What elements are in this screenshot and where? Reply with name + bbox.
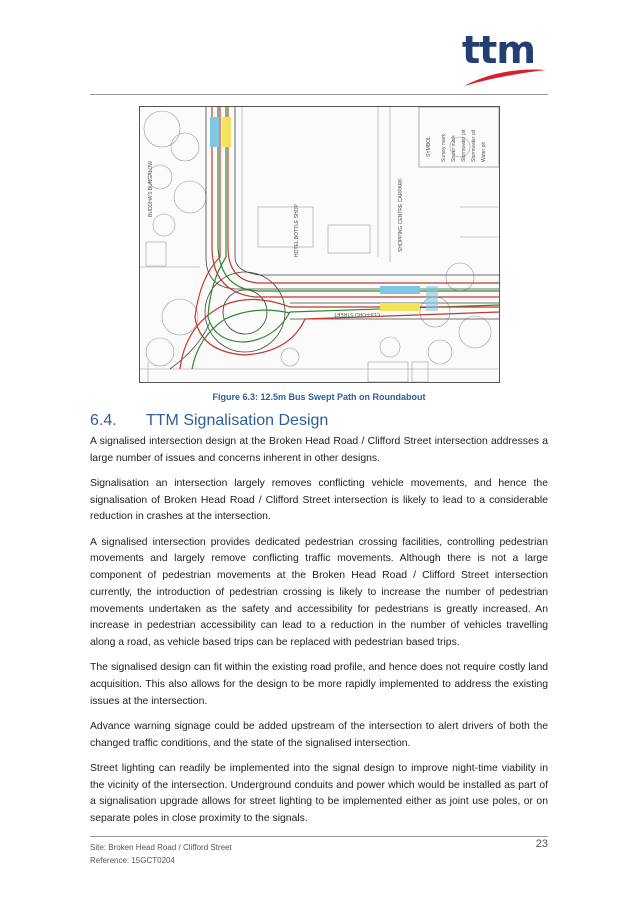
paragraph: A signalised intersection provides dedicated pedestrian crossing facilities, controlling pedestrian movements and largely remove conflicting traffic movements. Although there is not a large component of pedestrian movements at the Broken Head Road / Clifford Street intersection currently, the introduction of pedestrian crossing is likely to increase the number of pedestrian movements undertaken as the safety and accessibility for pedestrians is greatly increased. An increase in pedestrian accessibility can lead to a reduction in the number of vehicles travelling along a road, as vehicle based trips can be replaced with pedestrian based trips. [90,536,548,648]
label-shopping-centre: SHOPPING CENTRE CARPARK [398,178,404,252]
footer-info [90,841,232,867]
paragraph: A signalised intersection design at the Broken Head Road / Clifford Street intersection addresses a large number of issues and concerns inherent in other designs. [90,436,548,464]
section-heading [90,412,328,430]
paragraph: Street lighting can readily be implemented into the signal design to improve night-time viability in the vicinity of the intersection. Underground conduits and power which would be installed as part of a signalisation upgrade allows for street lighting to be implemented either as joint use poles, or on separate poles in close proximity to the signals. [90,762,548,825]
body-text [90,434,548,836]
legend-3: Stormwater pit [461,129,467,162]
logo-swoosh [462,64,548,88]
label-clifford-street: CLIFFORD STREET [333,311,380,317]
figure-caption: Figure 6.3: 12.5m Bus Swept Path on Roundabout [212,392,426,402]
page-number: 23 [535,838,548,850]
company-logo [462,28,548,88]
roundabout-figure [139,106,500,383]
header-rule [90,94,548,95]
paragraph: Advance warning signage could be added upstream of the intersection to alert drivers of both the changed traffic conditions, and the state of the signalised intersection. [90,720,548,749]
legend-5: Water pit [481,142,487,162]
section-title: TTM Signalisation Design [146,412,329,429]
legend-4: Stormwater pit [471,129,477,162]
label-buddhas: BUDDHA'S BUNGALOW [148,161,154,217]
swept-path-drawing [140,107,499,382]
footer-rule [90,836,548,837]
label-hotel: HOTEL BOTTLE SHOP [294,204,300,257]
footer-reference: Reference: 15GCT0204 [90,856,175,865]
paragraph: The signalised design can fit within the existing road profile, and hence does not require costly land acquisition. This also allows for the design to be more rapidly implemented to address the existing issues at the intersection. [90,662,548,707]
footer-site: Site: Broken Head Road / Clifford Street [90,843,232,852]
logo-text: ttm [462,28,535,72]
paragraph: Signalisation an intersection largely removes conflicting vehicle movements, and hence the signalisation of Broken Head Road / Clifford Street intersection is likely to lead to a considerable reduction in crashes at the intersection. [90,478,548,523]
section-number: 6.4. [90,412,117,429]
label-symbol: SYMBOL [426,136,432,157]
legend-2: Sewer mark [451,135,457,162]
legend-1: Survey mark [441,133,447,162]
